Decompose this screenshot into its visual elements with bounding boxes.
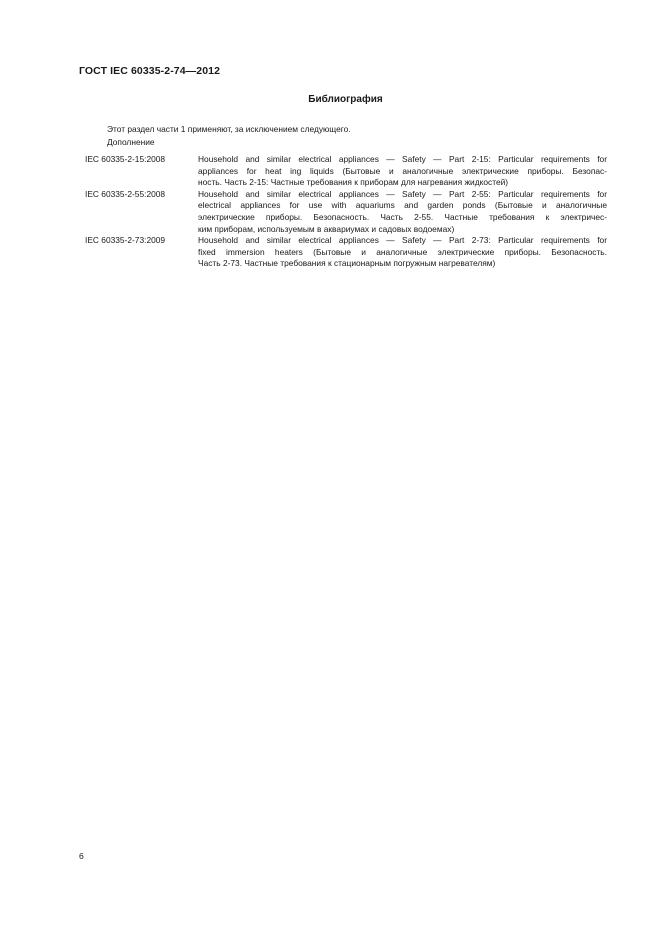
reference-code: IEC 60335-2-73:2009 [85,235,166,246]
bibliography-entry [85,235,607,270]
reference-title [198,154,607,189]
bibliography-entry [85,154,607,189]
reference-line: ность. Часть 2-15: Частные требования к приборам для нагревания жидкостей) [198,177,509,188]
intro-line: Дополнение [107,136,155,147]
page-number: 6 [79,851,84,861]
reference-line: Household and similar electrical appliances — Safety — Part 2-15: Particular requirements for [198,154,607,164]
section-title: Библиография [308,94,383,105]
reference-line: Household and similar electrical appliances — Safety — Part 2-55: Particular requirements for [198,188,607,199]
reference-line: Часть 2-73. Частные требования к стационарным погружным нагревателям) [198,258,496,269]
intro-line: Этот раздел части 1 применяют, за исключением следующего. [107,124,351,134]
reference-line: электрические приборы. Безопасность. Часть 2-55. Частные требования к электричес- [198,211,607,222]
reference-title [198,235,607,270]
reference-line: ким приборам, используемым в аквариумах и садовых водоемах) [198,223,455,234]
document-header: ГОСТ IEC 60335-2-74—2012 [79,65,221,77]
bibliography-list [85,154,607,270]
reference-line: fixed immersion heaters (Бытовые и аналогичные электрические приборы. Безопасность. [198,246,607,257]
bibliography-entry [85,189,607,235]
reference-line: Household and similar electrical appliances — Safety — Part 2-73: Particular requirements for [198,235,607,246]
reference-code: IEC 60335-2-15:2008 [85,154,166,164]
reference-line: appliances for heat ing liquids (Бытовые и аналогичные электрические приборы. Безопас- [198,165,607,176]
reference-line: electrical appliances for use with aquariums and garden ponds (Бытовые и аналогичные [198,200,607,211]
reference-title [198,189,607,235]
reference-code: IEC 60335-2-55:2008 [85,188,166,199]
intro-text [107,123,351,148]
